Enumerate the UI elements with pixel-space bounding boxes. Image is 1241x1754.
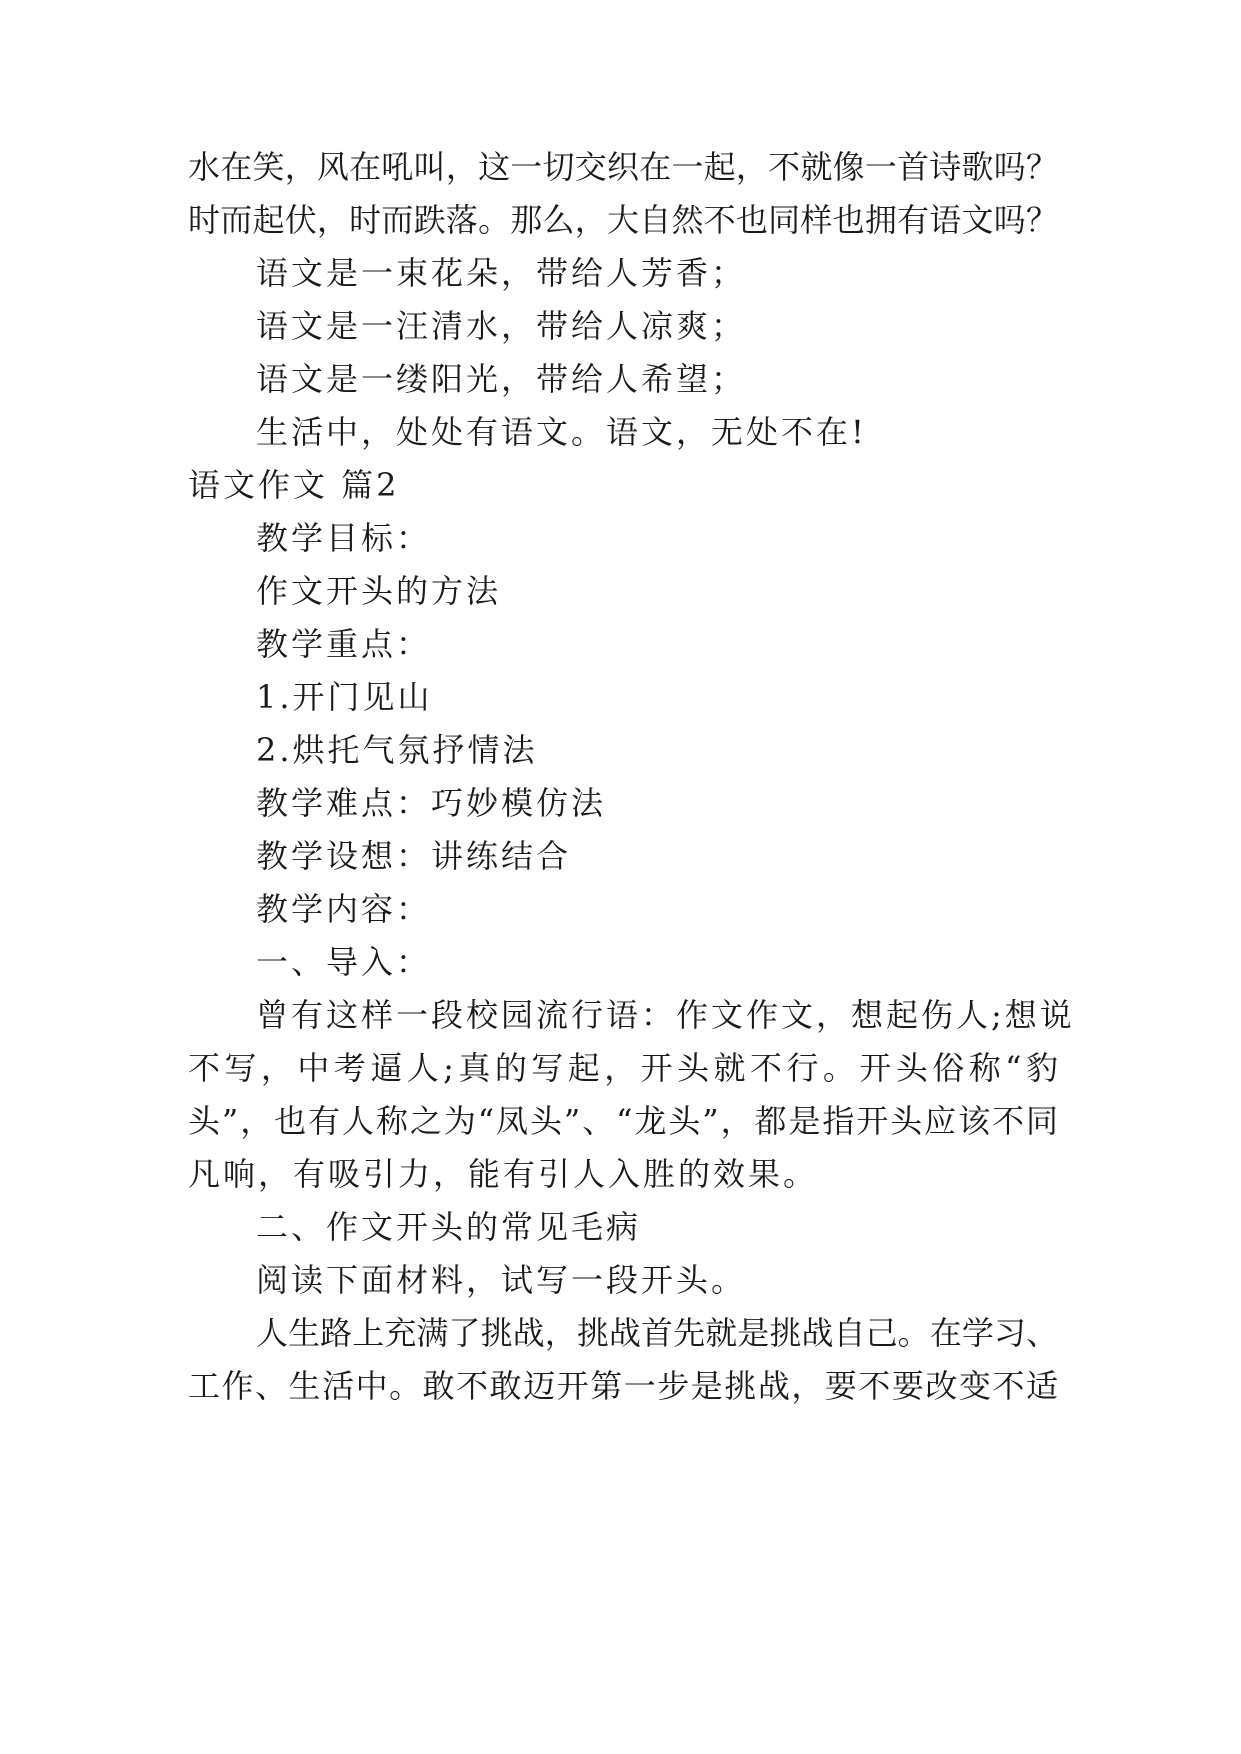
paragraph-line: 语文是一束花朵，带给人芳香； xyxy=(256,254,747,292)
paragraph-line: 教学重点： xyxy=(256,625,432,663)
paragraph-line: 工作、生活中。敢不敢迈开第一步是挑战，要不要改变不适 xyxy=(188,1367,1058,1405)
paragraph-line: 语文是一汪清水，带给人凉爽； xyxy=(256,307,747,345)
paragraph-line: 作文开头的方法 xyxy=(256,572,502,610)
list-item: 1.开门见山 xyxy=(256,678,433,716)
paragraph-line: 语文是一缕阳光，带给人希望； xyxy=(256,360,747,398)
paragraph-line: 时而起伏，时而跌落。那么，大自然不也同样也拥有语文吗？ xyxy=(188,201,1058,239)
paragraph-line: 头”，也有人称之为“凤头”、“龙头”，都是指开头应该不同 xyxy=(188,1102,1058,1140)
section-heading: 语文作文 篇2 xyxy=(188,466,400,504)
paragraph-line: 一、导入： xyxy=(256,943,432,981)
paragraph-line: 不写，中考逼人;真的写起，开头就不行。开头俗称“豹 xyxy=(188,1049,1058,1087)
paragraph-line: 生活中，处处有语文。语文，无处不在! xyxy=(256,413,867,451)
paragraph-line: 阅读下面材料，试写一段开头。 xyxy=(256,1261,747,1299)
paragraph-line: 曾有这样一段校园流行语：作文作文，想起伤人;想说 xyxy=(256,996,1075,1034)
paragraph-line: 人生路上充满了挑战，挑战首先就是挑战自己。在学习、 xyxy=(256,1314,1058,1352)
paragraph-line: 教学难点：巧妙模仿法 xyxy=(256,784,607,822)
paragraph-line: 教学目标： xyxy=(256,519,432,557)
paragraph-line: 水在笑，风在吼叫，这一切交织在一起，不就像一首诗歌吗？ xyxy=(188,148,1058,186)
list-item: 2.烘托气氛抒情法 xyxy=(256,731,538,769)
paragraph-line: 凡响，有吸引力，能有引人入胜的效果。 xyxy=(188,1155,819,1193)
paragraph-line: 二、作文开头的常见毛病 xyxy=(256,1208,642,1246)
paragraph-line: 教学设想：讲练结合 xyxy=(256,837,572,875)
paragraph-line: 教学内容： xyxy=(256,890,432,928)
